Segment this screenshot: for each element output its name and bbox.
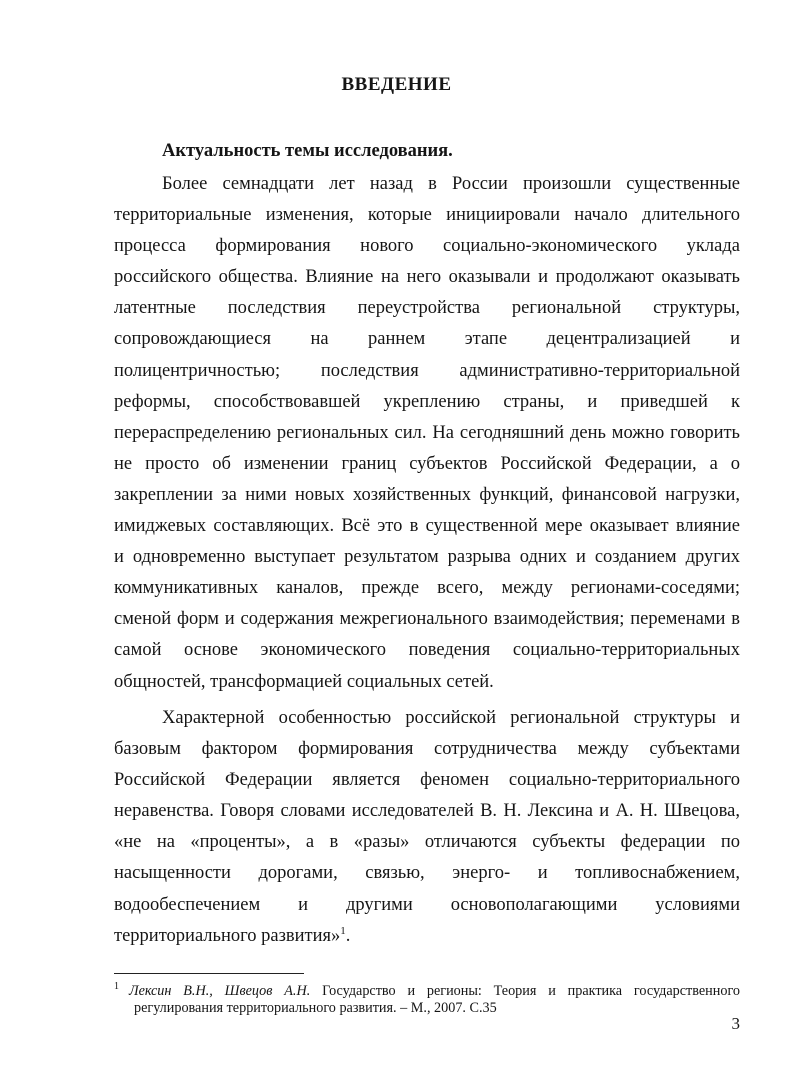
paragraph-line: насыщенности дорогами, связью, энерго- и топливоснабжением, (114, 863, 740, 884)
paragraph-line: водообеспечением и другими основополагающими условиями (114, 894, 740, 915)
paragraph-line: «не на «проценты», а в «разы» отличаются субъекты федерации по (114, 832, 740, 853)
paragraph-line: базовым фактором формирования сотрудничества между субъектами (114, 739, 740, 760)
paragraph-line: имиджевых составляющих. Всё это в существенной мере оказывает влияние (114, 516, 740, 537)
paragraph-line: полицентричностью; последствия административно-территориальной (114, 360, 740, 381)
footnote-line: регулирования территориального развития. – М., 2007. С.35 (134, 1000, 497, 1016)
section-subheading: Актуальность темы исследования. (162, 141, 453, 161)
footnote-divider (114, 973, 304, 974)
footnote-number: 1 (114, 981, 119, 993)
paragraph-line: Российской Федерации является феномен социально-территориального (114, 770, 740, 791)
paragraph-line: неравенства. Говоря словами исследователей В. Н. Лексина и А. Н. Швецова, (114, 801, 740, 822)
paragraph-line: и одновременно выступает результатом разрыва одних и созданием других (114, 547, 740, 568)
footnote-reference[interactable]: 1 (340, 924, 346, 937)
paragraph-closing-punct: . (345, 925, 351, 946)
paragraph-line: территориальные изменения, которые инициировали начало длительного (114, 205, 740, 226)
paragraph-line: закреплении за ними новых хозяйственных функций, финансовой нагрузки, (114, 484, 740, 505)
paragraph-line: Более семнадцати лет назад в России произошли существенные (162, 174, 740, 194)
footnote (114, 983, 740, 1017)
paragraph-line: самой основе экономического поведения социально-территориальных (114, 640, 740, 661)
paragraph-relevance (114, 169, 740, 698)
paragraph-line: реформы, способствовавшей укреплению страны, и приведшей к (114, 391, 740, 412)
page-number: 3 (731, 1014, 740, 1033)
paragraph-line: перераспределению региональных сил. На сегодняшний день можно говорить (114, 422, 740, 443)
paragraph-line: российского общества. Влияние на него оказывали и продолжают оказывать (114, 267, 740, 288)
paragraph-line: сменой форм и содержания межрегионального взаимодействия; переменами в (114, 609, 740, 630)
footnote-authors: Лексин В.Н., Швецов А.Н. (129, 983, 311, 999)
paragraph-line: сопровождающиеся на раннем этапе децентрализацией и (114, 329, 740, 350)
footnote-title: Государство и регионы: Теория и практика государственного (322, 983, 741, 999)
paragraph-line: общностей, трансформацией социальных сетей. (114, 671, 494, 692)
paragraph-line-final (114, 921, 740, 952)
paragraph-line: процесса формирования нового социально-экономического уклада (114, 236, 740, 257)
page-title: ВВЕДЕНИЕ (341, 74, 452, 95)
paragraph-inequality (114, 703, 740, 952)
paragraph-line-text: территориального развития» (114, 925, 341, 946)
footnote-line (114, 983, 740, 1000)
paragraph-line: латентные последствия переустройства региональной структуры, (114, 298, 740, 319)
paragraph-line: Характерной особенностью российской региональной структуры и (162, 708, 740, 728)
paragraph-line: коммуникативных каналов, прежде всего, между регионами-соседями; (114, 578, 740, 599)
paragraph-line: не просто об изменении границ субъектов Российской Федерации, а о (114, 453, 740, 474)
